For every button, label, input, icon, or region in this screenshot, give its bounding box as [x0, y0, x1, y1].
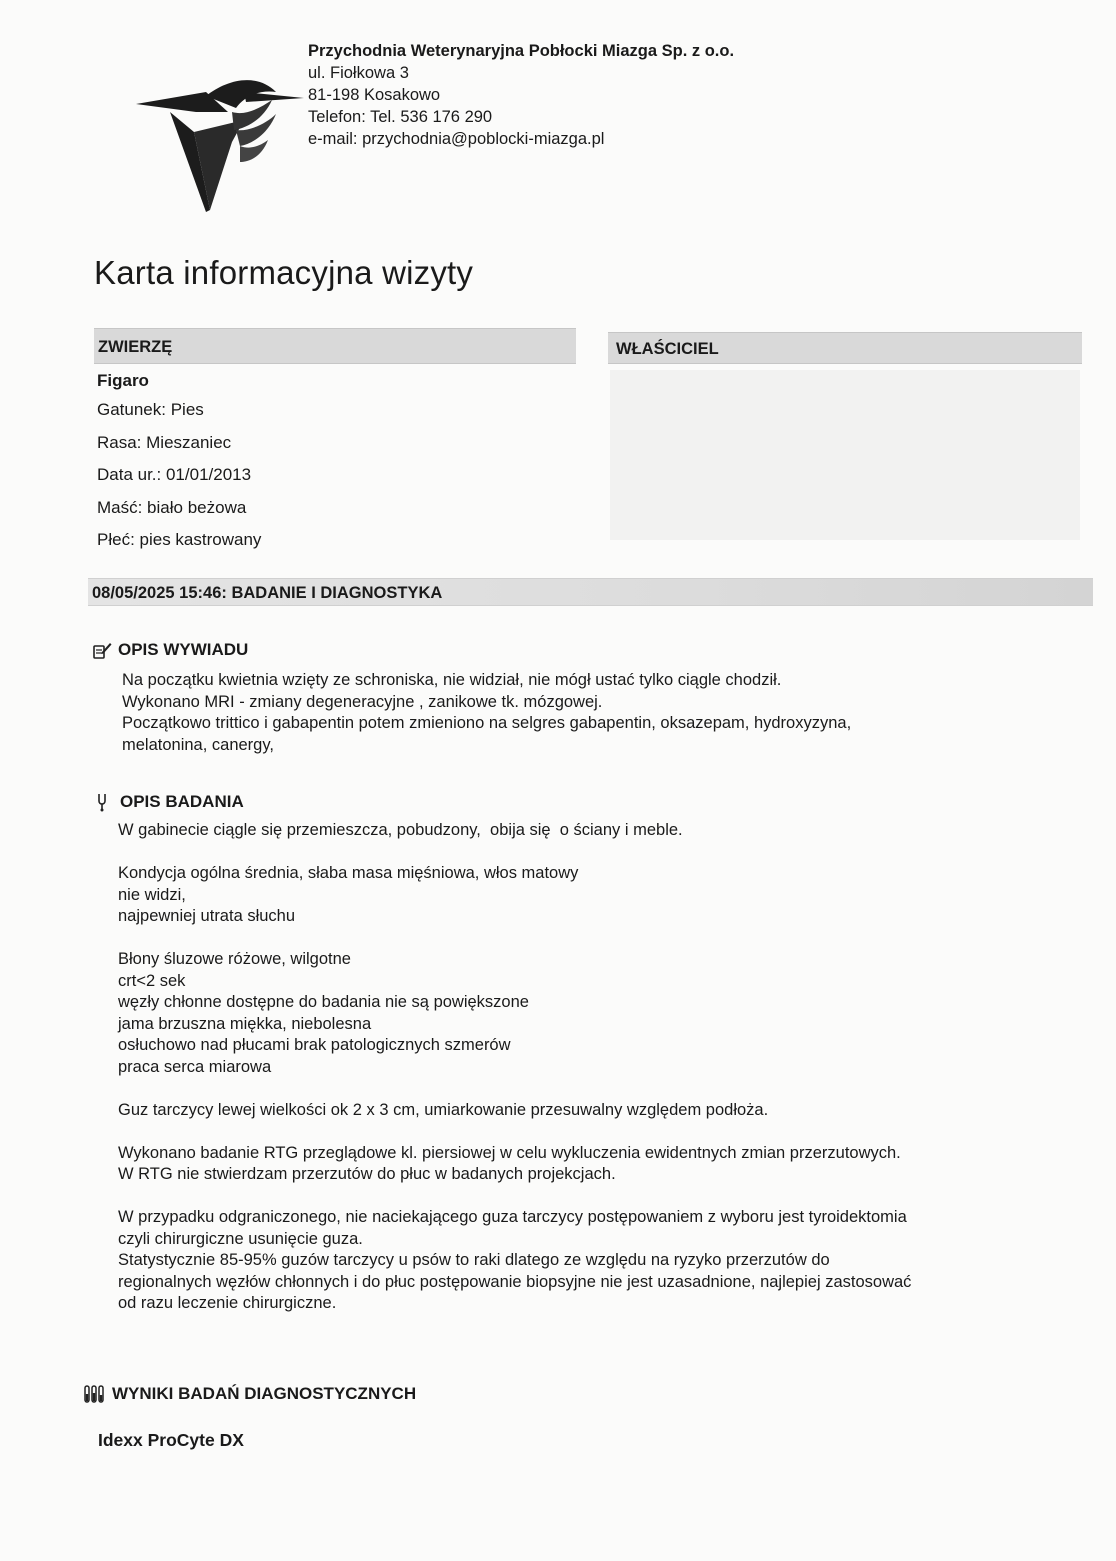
paragraph-gap [118, 842, 1108, 864]
paragraph-gap [118, 1121, 1108, 1143]
clinic-street: ul. Fiołkowa 3 [308, 64, 409, 82]
exam-line: najpewniej utrata słuchu [118, 907, 296, 925]
exam-text [118, 820, 1108, 1315]
pet-breed: Rasa: Mieszaniec [97, 432, 232, 452]
exam-line: Statystycznie 85-95% guzów tarczycy u psów to raki dlatego ze względu na ryzyko przerzutów do [118, 1251, 830, 1269]
pet-sex: Płeć: pies kastrowany [97, 530, 262, 549]
history-line: Na początku kwietnia wzięty ze schroniska, nie widział, nie mógł ustać tylko ciągle chodził. [122, 671, 782, 689]
history-title-text: OPIS WYWIADU [118, 640, 249, 659]
exam-line: nie widzi, [118, 885, 186, 904]
owner-section-header: WŁAŚCICIEL [608, 332, 1082, 364]
stethoscope-icon [94, 792, 114, 812]
exam-line: jama brzuszna miękka, niebolesna [118, 1014, 372, 1033]
exam-line: W RTG nie stwierdzam przerzutów do płuc w badanych projekcjach. [118, 1165, 616, 1183]
exam-line: Kondycja ogólna średnia, słaba masa mięśniowa, włos matowy [118, 864, 579, 882]
clinic-name: Przychodnia Weterynaryjna Pobłocki Miazga Sp. z o.o. [308, 42, 735, 60]
exam-line: Błony śluzowe różowe, wilgotne [118, 950, 351, 968]
exam-line: W przypadku odgraniczonego, nie naciekającego guza tarczycy postępowaniem z wyboru jest tyroidektomia [118, 1208, 907, 1226]
exam-line: od razu leczenie chirurgiczne. [118, 1294, 337, 1312]
clinic-email: e-mail: przychodnia@poblocki-miazga.pl [308, 130, 605, 148]
pet-species: Gatunek: Pies [97, 400, 204, 419]
animal-details [97, 368, 261, 557]
exam-line: crt<2 sek [118, 971, 186, 990]
exam-line: węzły chłonne dostępne do badania nie są powiększone [118, 993, 529, 1011]
clinic-city: 81-198 Kosakowo [308, 86, 441, 104]
paragraph-gap [118, 1078, 1108, 1100]
results-device: Idexx ProCyte DX [98, 1430, 244, 1450]
history-line: Początkowo trittico i gabapentin potem zmieniono na selgres gabapentin, oksazepam, hydroxyzyna, [122, 714, 852, 732]
results-title-text: WYNIKI BADAŃ DIAGNOSTYCZNYCH [112, 1384, 417, 1403]
document-title: Karta informacyjna wizyty [94, 254, 474, 291]
exam-line: Guz tarczycy lewej wielkości ok 2 x 3 cm, umiarkowanie przesuwalny względem podłoża. [118, 1100, 769, 1119]
notepad-pen-icon [92, 640, 112, 660]
exam-line: regionalnych węzłów chłonnych i do płuc postępowanie biopsyjne nie jest uzasadnione, najlepiej zastosować [118, 1272, 912, 1291]
clinic-header [308, 40, 734, 150]
paragraph-gap [118, 1186, 1108, 1208]
exam-section-title [94, 792, 244, 812]
animal-section-header: ZWIERZĘ [94, 328, 576, 364]
pet-color: Maść: biało beżowa [97, 497, 247, 517]
exam-line: Wykonano badanie RTG przeglądowe kl. piersiowej w celu wykluczenia ewidentnych zmian przerzutowych. [118, 1143, 901, 1162]
history-text [122, 670, 1082, 756]
pet-birth-date: Data ur.: 01/01/2013 [97, 465, 252, 484]
history-line: Wykonano MRI - zmiany degeneracyjne , zanikowe tk. mózgowej. [122, 692, 603, 711]
exam-title-text: OPIS BADANIA [120, 792, 244, 811]
history-line: melatonina, canergy, [122, 735, 274, 754]
visit-header: 08/05/2025 15:46: BADANIE I DIAGNOSTYKA [88, 578, 1093, 606]
results-section-title [82, 1384, 416, 1404]
history-section-title [92, 640, 248, 660]
test-tubes-icon [82, 1384, 106, 1404]
scan-shadow [610, 370, 1080, 540]
exam-line: czyli chirurgiczne usunięcie guza. [118, 1229, 363, 1248]
clinic-phone: Telefon: Tel. 536 176 290 [308, 108, 493, 126]
paragraph-gap [118, 928, 1108, 950]
exam-line: W gabinecie ciągle się przemieszcza, pobudzony, obija się o ściany i meble. [118, 821, 683, 839]
exam-line: praca serca miarowa [118, 1057, 272, 1076]
pet-name: Figaro [97, 371, 149, 390]
clinic-logo-icon [136, 72, 304, 214]
exam-line: osłuchowo nad płucami brak patologicznych szmerów [118, 1036, 511, 1054]
